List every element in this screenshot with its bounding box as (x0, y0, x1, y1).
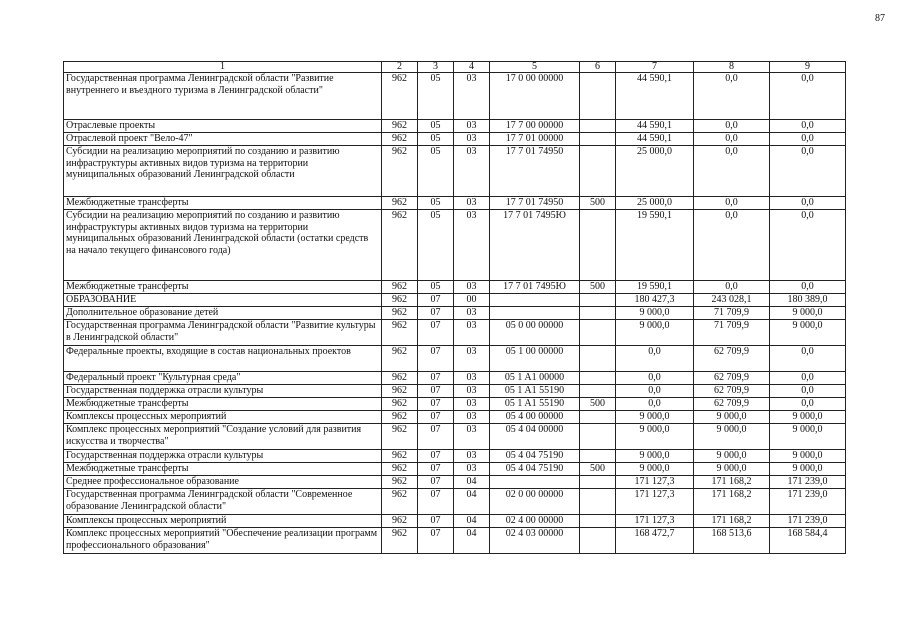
row-section: 07 (418, 294, 454, 307)
row-subsection: 04 (454, 489, 490, 515)
row-target-code: 05 4 00 00000 (490, 411, 580, 424)
row-amount-2024: 9 000,0 (616, 424, 694, 450)
row-name: Комплекс процессных мероприятий "Обеспечение реализации программ профессионального образования" (64, 528, 382, 554)
row-ministry-code: 962 (382, 346, 418, 372)
row-target-code: 05 1 A1 00000 (490, 372, 580, 385)
row-target-code: 05 0 00 00000 (490, 320, 580, 346)
row-target-code: 17 7 01 74950 (490, 197, 580, 210)
column-header: 9 (770, 62, 846, 73)
row-amount-2024: 25 000,0 (616, 197, 694, 210)
row-ministry-code: 962 (382, 476, 418, 489)
row-amount-2026: 0,0 (770, 133, 846, 146)
row-amount-2024: 9 000,0 (616, 411, 694, 424)
row-expense-type (580, 307, 616, 320)
row-subsection: 04 (454, 476, 490, 489)
table-row (64, 133, 846, 146)
table-row (64, 294, 846, 307)
row-target-code: 17 7 01 7495Ю (490, 210, 580, 281)
row-section: 05 (418, 210, 454, 281)
table-row (64, 463, 846, 476)
row-amount-2024: 44 590,1 (616, 73, 694, 120)
row-target-code: 05 4 04 00000 (490, 424, 580, 450)
row-expense-type (580, 528, 616, 554)
row-subsection: 03 (454, 197, 490, 210)
row-target-code: 02 4 00 00000 (490, 515, 580, 528)
row-name: Государственная поддержка отрасли культуры (64, 450, 382, 463)
row-amount-2025: 0,0 (694, 133, 770, 146)
column-header: 2 (382, 62, 418, 73)
row-name: Субсидии на реализацию мероприятий по созданию и развитию инфраструктуры активных видов туризма на территории муниципальных образований Ленинградской области (64, 146, 382, 197)
row-amount-2024: 9 000,0 (616, 320, 694, 346)
row-name: Дополнительное образование детей (64, 307, 382, 320)
row-amount-2025: 171 168,2 (694, 489, 770, 515)
row-ministry-code: 962 (382, 197, 418, 210)
row-amount-2026: 9 000,0 (770, 450, 846, 463)
row-target-code (490, 307, 580, 320)
row-expense-type (580, 372, 616, 385)
row-name: Федеральные проекты, входящие в состав национальных проектов (64, 346, 382, 372)
row-amount-2025: 243 028,1 (694, 294, 770, 307)
row-name: Государственная программа Ленинградской области "Современное образование Ленинградской области" (64, 489, 382, 515)
row-section: 05 (418, 133, 454, 146)
row-amount-2025: 62 709,9 (694, 372, 770, 385)
row-amount-2026: 9 000,0 (770, 307, 846, 320)
row-section: 07 (418, 398, 454, 411)
row-ministry-code: 962 (382, 133, 418, 146)
row-section: 05 (418, 281, 454, 294)
page-number: 87 (875, 13, 885, 24)
row-amount-2025: 0,0 (694, 197, 770, 210)
table-body (64, 73, 846, 554)
row-amount-2026: 9 000,0 (770, 411, 846, 424)
row-ministry-code: 962 (382, 281, 418, 294)
row-ministry-code: 962 (382, 146, 418, 197)
row-amount-2026: 0,0 (770, 372, 846, 385)
row-amount-2025: 0,0 (694, 210, 770, 281)
column-header: 7 (616, 62, 694, 73)
row-subsection: 03 (454, 424, 490, 450)
table-row (64, 411, 846, 424)
row-target-code: 05 4 04 75190 (490, 463, 580, 476)
column-header: 5 (490, 62, 580, 73)
row-amount-2024: 0,0 (616, 398, 694, 411)
table-row (64, 120, 846, 133)
row-name: Отраслевой проект "Вело-47" (64, 133, 382, 146)
row-expense-type (580, 146, 616, 197)
row-amount-2025: 168 513,6 (694, 528, 770, 554)
row-ministry-code: 962 (382, 385, 418, 398)
row-section: 07 (418, 463, 454, 476)
row-subsection: 04 (454, 515, 490, 528)
row-amount-2024: 0,0 (616, 346, 694, 372)
row-amount-2025: 0,0 (694, 73, 770, 120)
row-amount-2026: 9 000,0 (770, 320, 846, 346)
row-ministry-code: 962 (382, 210, 418, 281)
row-amount-2026: 180 389,0 (770, 294, 846, 307)
row-amount-2025: 71 709,9 (694, 307, 770, 320)
budget-table (63, 61, 846, 554)
row-amount-2024: 171 127,3 (616, 489, 694, 515)
row-subsection: 03 (454, 320, 490, 346)
row-expense-type (580, 411, 616, 424)
row-section: 07 (418, 476, 454, 489)
row-amount-2024: 171 127,3 (616, 476, 694, 489)
row-section: 07 (418, 346, 454, 372)
row-subsection: 03 (454, 281, 490, 294)
row-name: Межбюджетные трансферты (64, 197, 382, 210)
table-row (64, 281, 846, 294)
row-target-code: 05 1 A1 55190 (490, 385, 580, 398)
row-target-code: 05 4 04 75190 (490, 450, 580, 463)
row-subsection: 03 (454, 146, 490, 197)
row-expense-type (580, 476, 616, 489)
row-ministry-code: 962 (382, 372, 418, 385)
row-expense-type: 500 (580, 197, 616, 210)
row-name: Государственная программа Ленинградской области "Развитие внутреннего и въездного туризма в Ленинградской области" (64, 73, 382, 120)
row-section: 05 (418, 73, 454, 120)
row-section: 07 (418, 424, 454, 450)
row-subsection: 03 (454, 133, 490, 146)
row-amount-2024: 9 000,0 (616, 450, 694, 463)
row-subsection: 03 (454, 120, 490, 133)
row-amount-2025: 171 168,2 (694, 515, 770, 528)
row-expense-type: 500 (580, 281, 616, 294)
table-row (64, 450, 846, 463)
row-amount-2025: 0,0 (694, 281, 770, 294)
row-amount-2026: 168 584,4 (770, 528, 846, 554)
row-section: 07 (418, 411, 454, 424)
row-name: Государственная поддержка отрасли культуры (64, 385, 382, 398)
row-amount-2024: 25 000,0 (616, 146, 694, 197)
table-row (64, 307, 846, 320)
row-section: 07 (418, 385, 454, 398)
table-row (64, 197, 846, 210)
row-name: Федеральный проект "Культурная среда" (64, 372, 382, 385)
row-name: Комплексы процессных мероприятий (64, 515, 382, 528)
row-amount-2024: 171 127,3 (616, 515, 694, 528)
row-amount-2024: 9 000,0 (616, 463, 694, 476)
row-ministry-code: 962 (382, 294, 418, 307)
row-amount-2026: 171 239,0 (770, 489, 846, 515)
row-expense-type (580, 385, 616, 398)
row-subsection: 03 (454, 463, 490, 476)
row-subsection: 03 (454, 210, 490, 281)
row-expense-type (580, 450, 616, 463)
column-header: 1 (64, 62, 382, 73)
row-subsection: 03 (454, 307, 490, 320)
row-target-code (490, 476, 580, 489)
row-section: 07 (418, 515, 454, 528)
row-name: Комплексы процессных мероприятий (64, 411, 382, 424)
table-row (64, 489, 846, 515)
row-amount-2025: 62 709,9 (694, 346, 770, 372)
row-subsection: 03 (454, 346, 490, 372)
row-amount-2024: 168 472,7 (616, 528, 694, 554)
row-amount-2026: 0,0 (770, 73, 846, 120)
row-name: ОБРАЗОВАНИЕ (64, 294, 382, 307)
table-row (64, 73, 846, 120)
row-name: Отраслевые проекты (64, 120, 382, 133)
table-row (64, 424, 846, 450)
column-header: 4 (454, 62, 490, 73)
row-section: 07 (418, 528, 454, 554)
table-row (64, 476, 846, 489)
row-ministry-code: 962 (382, 120, 418, 133)
row-target-code: 17 7 01 00000 (490, 133, 580, 146)
row-amount-2024: 0,0 (616, 385, 694, 398)
row-subsection: 03 (454, 411, 490, 424)
row-section: 07 (418, 489, 454, 515)
row-name: Межбюджетные трансферты (64, 398, 382, 411)
row-target-code: 02 0 00 00000 (490, 489, 580, 515)
row-subsection: 03 (454, 73, 490, 120)
row-amount-2025: 71 709,9 (694, 320, 770, 346)
row-ministry-code: 962 (382, 411, 418, 424)
row-target-code (490, 294, 580, 307)
row-subsection: 03 (454, 450, 490, 463)
column-header: 3 (418, 62, 454, 73)
row-amount-2026: 0,0 (770, 281, 846, 294)
row-amount-2026: 0,0 (770, 120, 846, 133)
row-amount-2026: 0,0 (770, 146, 846, 197)
row-amount-2026: 9 000,0 (770, 424, 846, 450)
row-amount-2025: 9 000,0 (694, 424, 770, 450)
table-row (64, 210, 846, 281)
row-name: Межбюджетные трансферты (64, 463, 382, 476)
row-amount-2025: 9 000,0 (694, 463, 770, 476)
row-ministry-code: 962 (382, 320, 418, 346)
row-amount-2026: 0,0 (770, 398, 846, 411)
row-expense-type (580, 120, 616, 133)
row-ministry-code: 962 (382, 489, 418, 515)
row-section: 07 (418, 307, 454, 320)
table-row (64, 515, 846, 528)
row-name: Среднее профессиональное образование (64, 476, 382, 489)
row-ministry-code: 962 (382, 307, 418, 320)
row-amount-2026: 0,0 (770, 197, 846, 210)
row-section: 07 (418, 320, 454, 346)
row-amount-2026: 0,0 (770, 385, 846, 398)
row-name: Субсидии на реализацию мероприятий по созданию и развитию инфраструктуры активных видов туризма на территории муниципальных образований Ленинградской области (остатки средств на начало текущего финансового года) (64, 210, 382, 281)
row-amount-2026: 0,0 (770, 210, 846, 281)
row-expense-type (580, 346, 616, 372)
header-row (64, 62, 846, 73)
row-amount-2025: 9 000,0 (694, 411, 770, 424)
row-target-code: 17 0 00 00000 (490, 73, 580, 120)
row-expense-type (580, 489, 616, 515)
row-name: Комплекс процессных мероприятий "Создание условий для развития искусства и творчества" (64, 424, 382, 450)
row-section: 05 (418, 146, 454, 197)
row-target-code: 02 4 03 00000 (490, 528, 580, 554)
row-section: 05 (418, 197, 454, 210)
row-amount-2024: 19 590,1 (616, 281, 694, 294)
row-ministry-code: 962 (382, 398, 418, 411)
row-amount-2024: 180 427,3 (616, 294, 694, 307)
row-subsection: 03 (454, 372, 490, 385)
row-amount-2024: 44 590,1 (616, 120, 694, 133)
row-section: 05 (418, 120, 454, 133)
row-ministry-code: 962 (382, 450, 418, 463)
row-ministry-code: 962 (382, 73, 418, 120)
row-amount-2025: 62 709,9 (694, 385, 770, 398)
row-subsection: 00 (454, 294, 490, 307)
table-row (64, 320, 846, 346)
row-expense-type: 500 (580, 398, 616, 411)
row-amount-2025: 0,0 (694, 146, 770, 197)
row-amount-2024: 19 590,1 (616, 210, 694, 281)
row-amount-2026: 171 239,0 (770, 515, 846, 528)
row-amount-2026: 0,0 (770, 346, 846, 372)
row-amount-2025: 0,0 (694, 120, 770, 133)
row-ministry-code: 962 (382, 463, 418, 476)
row-expense-type (580, 320, 616, 346)
row-name: Государственная программа Ленинградской области "Развитие культуры в Ленинградской области" (64, 320, 382, 346)
row-expense-type (580, 133, 616, 146)
row-subsection: 03 (454, 398, 490, 411)
row-target-code: 17 7 00 00000 (490, 120, 580, 133)
row-subsection: 04 (454, 528, 490, 554)
row-expense-type (580, 73, 616, 120)
row-expense-type (580, 210, 616, 281)
row-amount-2026: 9 000,0 (770, 463, 846, 476)
row-subsection: 03 (454, 385, 490, 398)
row-target-code: 05 1 A1 55190 (490, 398, 580, 411)
row-target-code: 05 1 00 00000 (490, 346, 580, 372)
row-expense-type: 500 (580, 463, 616, 476)
row-ministry-code: 962 (382, 515, 418, 528)
row-target-code: 17 7 01 7495Ю (490, 281, 580, 294)
row-ministry-code: 962 (382, 424, 418, 450)
table-row (64, 528, 846, 554)
table-row (64, 398, 846, 411)
table-row (64, 346, 846, 372)
row-name: Межбюджетные трансферты (64, 281, 382, 294)
row-ministry-code: 962 (382, 528, 418, 554)
row-amount-2024: 44 590,1 (616, 133, 694, 146)
row-section: 07 (418, 372, 454, 385)
row-expense-type (580, 515, 616, 528)
row-expense-type (580, 294, 616, 307)
row-expense-type (580, 424, 616, 450)
row-amount-2025: 171 168,2 (694, 476, 770, 489)
row-amount-2024: 0,0 (616, 372, 694, 385)
row-amount-2025: 9 000,0 (694, 450, 770, 463)
row-section: 07 (418, 450, 454, 463)
row-target-code: 17 7 01 74950 (490, 146, 580, 197)
table-row (64, 372, 846, 385)
row-amount-2024: 9 000,0 (616, 307, 694, 320)
column-header: 6 (580, 62, 616, 73)
table-row (64, 385, 846, 398)
row-amount-2026: 171 239,0 (770, 476, 846, 489)
row-amount-2025: 62 709,9 (694, 398, 770, 411)
table-row (64, 146, 846, 197)
column-header: 8 (694, 62, 770, 73)
